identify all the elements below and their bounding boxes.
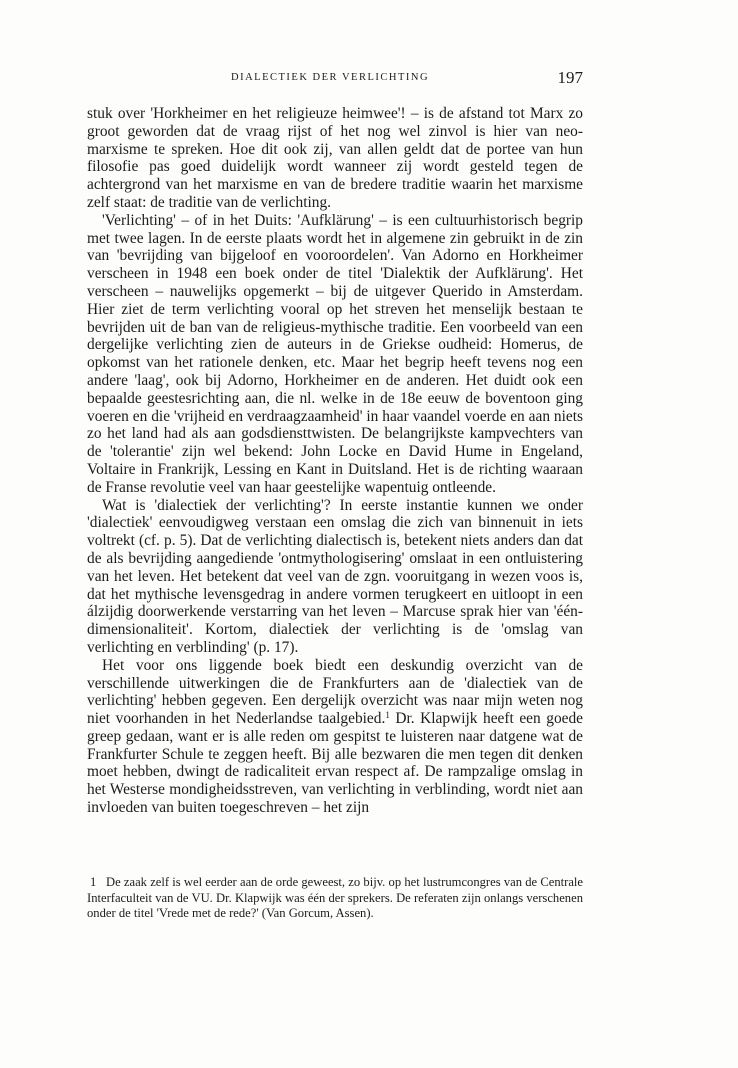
footnote-number: 1 bbox=[90, 875, 97, 889]
body-text bbox=[87, 105, 583, 817]
footnote-marker: 1 bbox=[385, 710, 390, 721]
footnote-text: De zaak zelf is wel eerder aan de orde geweest, zo bijv. op het lustrumcongres van de Centrale Interfaculteit van de VU. Dr. Klapwijk was één der sprekers. De referaten zijn onlangs verschenen onder de titel 'Vrede met de rede?' (Van Gorcum, Assen). bbox=[87, 875, 583, 921]
paragraph-boek bbox=[87, 657, 583, 817]
footnote bbox=[87, 875, 583, 922]
running-header bbox=[87, 70, 583, 90]
paragraph-text-part: Dr. Klapwijk heeft een goede greep gedaan, want er is alle reden om gespitst te luisteren naar datgene wat de Frankfurter Schule te zeggen heeft. Bij alle bezwaren die men tegen dit denken moet hebben, dwingt de radicaliteit ervan respect af. De rampzalige omslag in het Westerse mondigheidsstreven, van verlichting in verblinding, wordt niet aan invloeden van buiten toegeschreven – het zijn bbox=[87, 710, 583, 817]
paragraph-verlichting: 'Verlichting' – of in het Duits: 'Aufklärung' – is een cultuurhistorisch begrip met twee lagen. In de eerste plaats wordt het in algemene zin gebruikt in de zin van 'bevrijding van bijgeloof en vooroordelen'. Van Adorno en Horkheimer verscheen in 1948 een boek onder de titel 'Dialektik der Aufklärung'. Het verscheen – nauwelijks opgemerkt – bij de uitgever Querido in Amsterdam. Hier ziet de term verlichting vooral op het streven het menselijk bestaan te bevrijden uit de ban van de religieus-mythische traditie. Een voorbeeld van een dergelijke verlichting zien de auteurs in de Griekse oudheid: Homerus, de opkomst van het rationele denken, etc. Maar het begrip heeft tevens nog een andere 'laag', ook bij Adorno, Horkheimer en de anderen. Het duidt ook een bepaalde geestesrichting aan, die nl. welke in de 18e eeuw de boventoon ging voeren en die 'vrijheid en verdraagzaamheid' in haar vaandel voerde en aan niets zo het land had als aan godsdiensttwisten. De belangrijkste kampvechters van de 'tolerantie' zijn wel bekend: John Locke en David Hume in Engeland, Voltaire in Frankrijk, Lessing en Kant in Duitsland. Het is de richting waaraan de Franse revolutie veel van haar geestelijke wapentuig ontleende. bbox=[87, 211, 583, 496]
paragraph-dialectiek: Wat is 'dialectiek der verlichting'? In eerste instantie kunnen we onder 'dialectiek' eenvoudigweg verstaan een omslag die zich van binnenuit in iets voltrekt (cf. p. 5). Dat de verlichting dialectisch is, betekent niets anders dan dat de als bevrijding aangediende 'ontmythologisering' omslaat in een ontluistering van het leven. Het betekent dat veel van de zgn. vooruitgang in wezen voos is, dat het mythische levensgedrag in andere vormen terugkeert en uitloopt in een álzijdig doorwerkende verstarring van het leven – Marcuse sprak hier van 'één-dimensionaliteit'. Kortom, dialectiek der verlichting is de 'omslag van verlichting en verblinding' (p. 17). bbox=[87, 496, 583, 656]
footnotes bbox=[87, 875, 583, 922]
paragraph-text-part: Het voor ons liggende boek biedt een deskundig overzicht van de verschillende uitwerkingen die de Frankfurters aan de 'dialectiek van de verlichting' hebben gegeven. Een dergelijk overzicht was naar mijn weten nog niet voorhanden in het Nederlandse taalgebied. bbox=[87, 656, 583, 728]
running-title: DIALECTIEK DER VERLICHTING bbox=[231, 72, 430, 83]
paragraph-continuation: stuk over 'Horkheimer en het religieuze heimwee'! – is de afstand tot Marx zo groot geworden dat de vraag rijst of het nog wel zinvol is hier van neo-marxisme te spreken. Hoe dit ook zij, van allen geldt dat de portee van hun filosofie pas goed duidelijk wordt wanneer zij wordt gesteld tegen de achtergrond van het marxisme en van de bredere traditie waarin het marxisme zelf staat: de traditie van de verlichting. bbox=[87, 105, 583, 211]
page-number: 197 bbox=[557, 68, 583, 87]
